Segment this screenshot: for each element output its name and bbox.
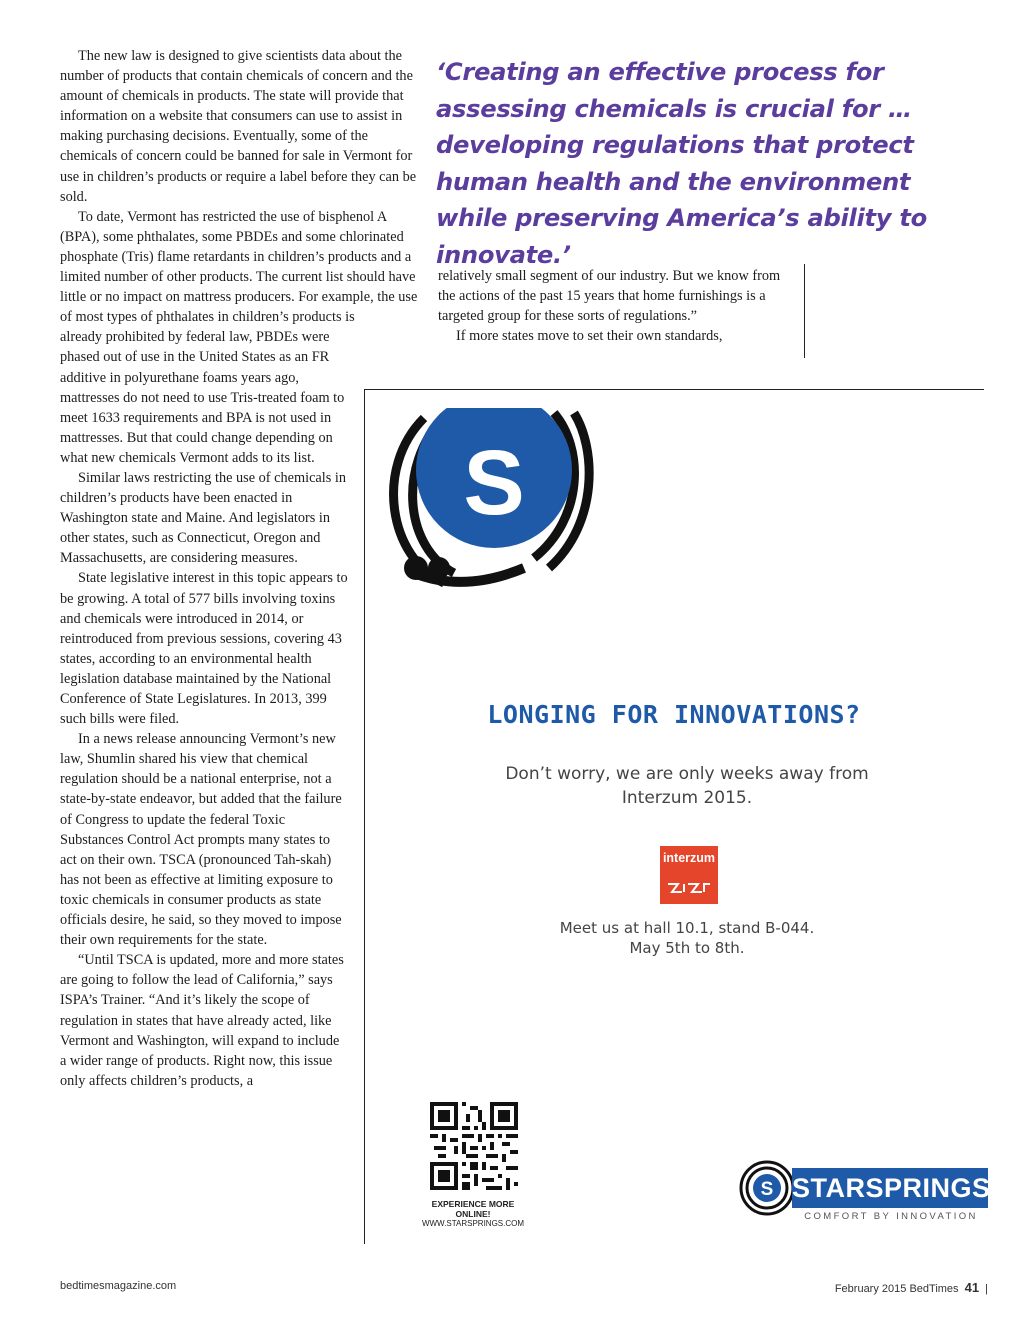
paragraph: already prohibited by federal law, PBDEs were phased out of use in the United States as an FR additive in polyurethane foams years ago, mattresses do not need to use Tris-treated foam to meet 1633 requirements and BPA is not used in mattresses. But that could change depending on what new chemicals Vermont adds to its list. (60, 329, 345, 466)
interzum-mark-icon (666, 880, 712, 896)
paragraph: relatively small segment of our industry. But we know from the actions of the past 15 years that home furnishings is a targeted group for these sorts of regulations.” (438, 268, 781, 325)
experience-online (418, 1200, 528, 1229)
footer-site: bedtimesmagazine.com (60, 1280, 177, 1292)
svg-text:S: S (463, 432, 525, 534)
page-number: 41 (964, 1280, 980, 1295)
column-rule (804, 264, 805, 358)
experience-line-2: ONLINE! (455, 1208, 491, 1219)
ad-subline-1: Don’t worry, we are only weeks away from (505, 764, 869, 784)
paragraph: To date, Vermont has restricted the use of bisphenol A (BPA), some phthalates, some PBDEs and some chlorinated phosphate (Tris) flame retardants in children’s products and a limited number of other products. The current list should have little or no impact on mattress producers. For example, the use of most types of phthalates in children’s products is (60, 208, 418, 326)
paragraph: State legislative interest in this topic appears to be growing. A total of 577 bills involving toxins and chemicals were introduced in 2014, or reintroduced from previous sessions, covering 43 states, according to an environmental health legislation database maintained by the National Conference of State Legislatures. In 2013, 399 such bills were filed. (60, 570, 348, 728)
svg-text:S: S (760, 1179, 774, 1200)
qr-code-icon[interactable] (430, 1102, 518, 1190)
ad-meet-1: Meet us at hall 10.1, stand B-044. (559, 919, 815, 937)
paragraph: Similar laws restricting the use of chemicals in children’s products have been enacted in Washington state and Maine. And legislators in other states, such as Connecticut, Oregon and Massachusetts, are considering measures. (60, 469, 346, 567)
paragraph: The new law is designed to give scientists data about the number of products that contain chemicals of concern and the amount of chemicals in products. The state will provide that information on a website that consumers can use to assist in making purchasing decisions. Eventually, some of the chemicals of concern could be banned for sale in Vermont for use in children’s products or require a label before they can be sold. (60, 48, 417, 205)
ad-meet-2: May 5th to 8th. (629, 939, 745, 957)
paragraph: If more states move to set their own standards, (456, 328, 723, 345)
website-link[interactable]: WWW.STARSPRINGS.COM (421, 1219, 525, 1228)
paragraph: In a news release announcing Vermont’s new law, Shumlin shared his view that chemical regulation should be a national enterprise, not a state-by-state endeavor, but added that the failure of Congress to update the federal Toxic Substances Control Act prompts many states to act on their own. TSCA (pronounced Tah-skah) has not been as effective at limiting exposure to toxic chemicals in consumer products as state officials desire, he said, so they moved to impose their own requirements for the state. (60, 731, 342, 949)
pull-quote: ‘Creating an effective process for assessing chemicals is crucial for … developing regulations that protect human health and the environment while preserving America’s ability to innovate.’ (436, 58, 927, 269)
ad-left-rule (364, 389, 365, 1244)
footer-issue: February 2015 BedTimes 41 | (834, 1280, 988, 1295)
ad-top-rule (364, 389, 984, 390)
paragraph: “Until TSCA is updated, more and more states are going to follow the lead of California,” says ISPA’s Trainer. “And it’s likely the scope of regulation in states that have already acted, like Vermont and Washington, will expand to include a wider range of products. Right now, this issue only affects children’s products, a (60, 952, 344, 1089)
starsprings-brand: STARSPRINGS (792, 1168, 988, 1208)
starsprings-tagline: COMFORT BY INNOVATION (804, 1211, 978, 1222)
footer-issue-date: February 2015 (834, 1283, 907, 1295)
ad-meet-info (364, 918, 1010, 958)
footer-magazine: BedTimes (909, 1283, 959, 1295)
interzum-logo-text: interzum (662, 851, 716, 865)
ad-headline: LONGING FOR INNOVATIONS? (487, 700, 861, 729)
starsprings-small-emblem-icon (738, 1160, 796, 1216)
middle-column (438, 266, 790, 346)
starsprings-emblem-icon (384, 408, 600, 598)
experience-line-1: EXPERIENCE MORE (431, 1199, 515, 1209)
interzum-logo (660, 846, 718, 904)
ad-subline (364, 762, 1010, 810)
ad-subline-2: Interzum 2015. (621, 788, 753, 808)
